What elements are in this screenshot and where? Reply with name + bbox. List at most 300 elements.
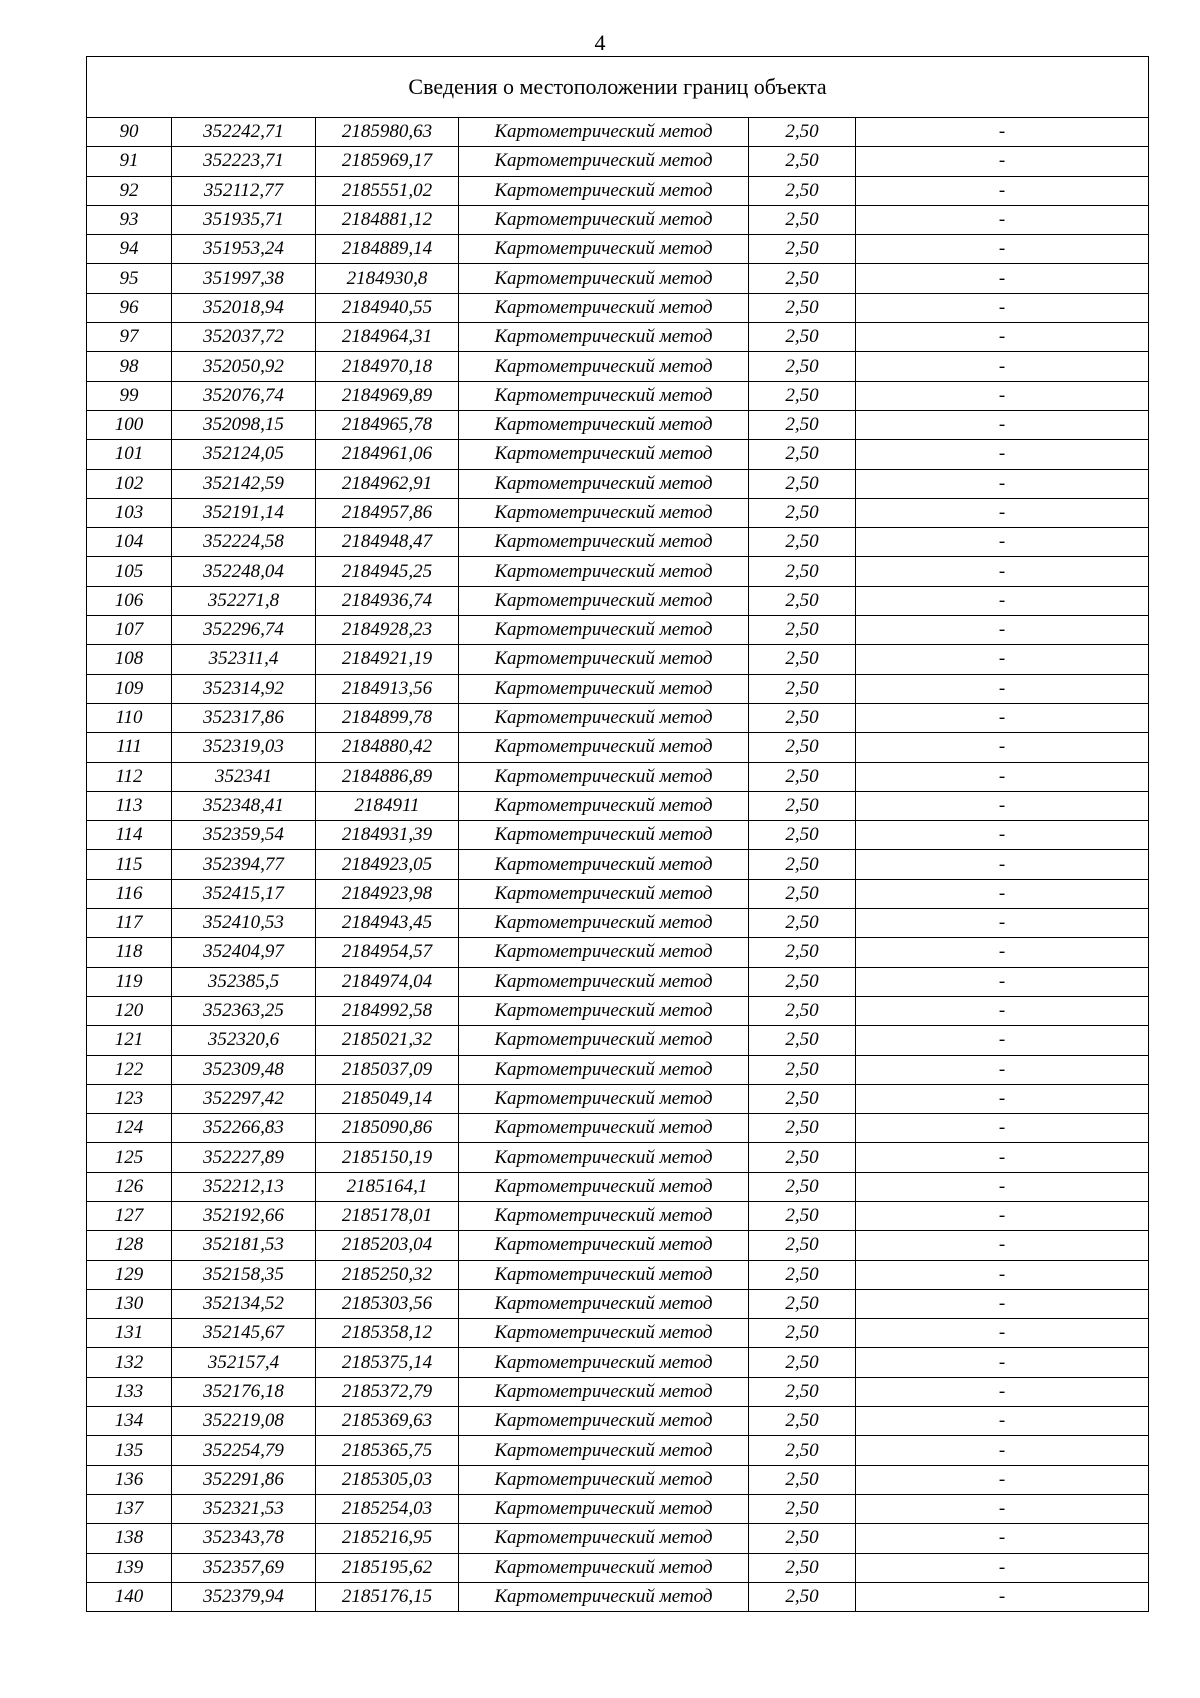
y-coordinate-cell: 2185037,09 (316, 1055, 459, 1084)
point-number-cell: 138 (87, 1524, 172, 1553)
point-number-cell: 140 (87, 1582, 172, 1611)
x-coordinate-cell: 352219,08 (172, 1407, 316, 1436)
accuracy-cell: 2,50 (749, 498, 856, 527)
point-number-cell: 128 (87, 1231, 172, 1260)
y-coordinate-cell: 2185303,56 (316, 1289, 459, 1318)
y-coordinate-cell: 2184992,58 (316, 996, 459, 1025)
accuracy-cell: 2,50 (749, 1553, 856, 1582)
accuracy-cell: 2,50 (749, 1436, 856, 1465)
accuracy-cell: 2,50 (749, 293, 856, 322)
x-coordinate-cell: 352018,94 (172, 293, 316, 322)
x-coordinate-cell: 352379,94 (172, 1582, 316, 1611)
point-number-cell: 99 (87, 381, 172, 410)
y-coordinate-cell: 2185372,79 (316, 1377, 459, 1406)
point-number-cell: 121 (87, 1026, 172, 1055)
accuracy-cell: 2,50 (749, 1201, 856, 1230)
y-coordinate-cell: 2185305,03 (316, 1465, 459, 1494)
point-number-cell: 109 (87, 674, 172, 703)
y-coordinate-cell: 2184969,89 (316, 381, 459, 410)
table-row (87, 879, 1149, 908)
x-coordinate-cell: 352321,53 (172, 1494, 316, 1523)
table-row (87, 205, 1149, 234)
y-coordinate-cell: 2184945,25 (316, 557, 459, 586)
accuracy-cell: 2,50 (749, 1143, 856, 1172)
description-cell: - (856, 791, 1149, 820)
accuracy-cell: 2,50 (749, 967, 856, 996)
method-cell: Картометрический метод (459, 147, 749, 176)
table-row (87, 821, 1149, 850)
accuracy-cell: 2,50 (749, 1494, 856, 1523)
method-cell: Картометрический метод (459, 469, 749, 498)
description-cell: - (856, 879, 1149, 908)
point-number-cell: 127 (87, 1201, 172, 1230)
method-cell: Картометрический метод (459, 557, 749, 586)
accuracy-cell: 2,50 (749, 1348, 856, 1377)
y-coordinate-cell: 2185365,75 (316, 1436, 459, 1465)
description-cell: - (856, 733, 1149, 762)
method-cell: Картометрический метод (459, 1407, 749, 1436)
method-cell: Картометрический метод (459, 909, 749, 938)
table-row (87, 1026, 1149, 1055)
table-row (87, 1465, 1149, 1494)
table-row (87, 1201, 1149, 1230)
y-coordinate-cell: 2184928,23 (316, 616, 459, 645)
x-coordinate-cell: 352124,05 (172, 440, 316, 469)
method-cell: Картометрический метод (459, 1524, 749, 1553)
table-row (87, 323, 1149, 352)
point-number-cell: 118 (87, 938, 172, 967)
description-cell: - (856, 381, 1149, 410)
y-coordinate-cell: 2184964,31 (316, 323, 459, 352)
accuracy-cell: 2,50 (749, 674, 856, 703)
point-number-cell: 119 (87, 967, 172, 996)
point-number-cell: 92 (87, 176, 172, 205)
accuracy-cell: 2,50 (749, 996, 856, 1025)
x-coordinate-cell: 352341 (172, 762, 316, 791)
method-cell: Картометрический метод (459, 1553, 749, 1582)
y-coordinate-cell: 2185150,19 (316, 1143, 459, 1172)
accuracy-cell: 2,50 (749, 1524, 856, 1553)
description-cell: - (856, 1407, 1149, 1436)
x-coordinate-cell: 352037,72 (172, 323, 316, 352)
y-coordinate-cell: 2184970,18 (316, 352, 459, 381)
y-coordinate-cell: 2185375,14 (316, 1348, 459, 1377)
document-sheet (86, 56, 1148, 1612)
y-coordinate-cell: 2185369,63 (316, 1407, 459, 1436)
description-cell: - (856, 205, 1149, 234)
table-row (87, 440, 1149, 469)
method-cell: Картометрический метод (459, 205, 749, 234)
method-cell: Картометрический метод (459, 1465, 749, 1494)
table-row (87, 1260, 1149, 1289)
table-row (87, 1319, 1149, 1348)
point-number-cell: 130 (87, 1289, 172, 1318)
method-cell: Картометрический метод (459, 1582, 749, 1611)
method-cell: Картометрический метод (459, 1201, 749, 1230)
y-coordinate-cell: 2184913,56 (316, 674, 459, 703)
x-coordinate-cell: 352227,89 (172, 1143, 316, 1172)
x-coordinate-cell: 352311,4 (172, 645, 316, 674)
accuracy-cell: 2,50 (749, 850, 856, 879)
description-cell: - (856, 323, 1149, 352)
x-coordinate-cell: 352359,54 (172, 821, 316, 850)
y-coordinate-cell: 2184923,05 (316, 850, 459, 879)
x-coordinate-cell: 351935,71 (172, 205, 316, 234)
x-coordinate-cell: 352050,92 (172, 352, 316, 381)
description-cell: - (856, 469, 1149, 498)
description-cell: - (856, 586, 1149, 615)
x-coordinate-cell: 352385,5 (172, 967, 316, 996)
description-cell: - (856, 616, 1149, 645)
accuracy-cell: 2,50 (749, 264, 856, 293)
point-number-cell: 107 (87, 616, 172, 645)
point-number-cell: 108 (87, 645, 172, 674)
method-cell: Картометрический метод (459, 703, 749, 732)
description-cell: - (856, 1260, 1149, 1289)
method-cell: Картометрический метод (459, 967, 749, 996)
x-coordinate-cell: 352297,42 (172, 1084, 316, 1113)
accuracy-cell: 2,50 (749, 703, 856, 732)
y-coordinate-cell: 2184940,55 (316, 293, 459, 322)
method-cell: Картометрический метод (459, 235, 749, 264)
point-number-cell: 97 (87, 323, 172, 352)
y-coordinate-cell: 2185254,03 (316, 1494, 459, 1523)
accuracy-cell: 2,50 (749, 909, 856, 938)
description-cell: - (856, 498, 1149, 527)
accuracy-cell: 2,50 (749, 469, 856, 498)
description-cell: - (856, 1114, 1149, 1143)
method-cell: Картометрический метод (459, 1231, 749, 1260)
accuracy-cell: 2,50 (749, 821, 856, 850)
point-number-cell: 134 (87, 1407, 172, 1436)
method-cell: Картометрический метод (459, 1026, 749, 1055)
method-cell: Картометрический метод (459, 1289, 749, 1318)
accuracy-cell: 2,50 (749, 528, 856, 557)
point-number-cell: 98 (87, 352, 172, 381)
y-coordinate-cell: 2185090,86 (316, 1114, 459, 1143)
accuracy-cell: 2,50 (749, 440, 856, 469)
description-cell: - (856, 440, 1149, 469)
description-cell: - (856, 762, 1149, 791)
point-number-cell: 125 (87, 1143, 172, 1172)
x-coordinate-cell: 352357,69 (172, 1553, 316, 1582)
accuracy-cell: 2,50 (749, 381, 856, 410)
x-coordinate-cell: 352319,03 (172, 733, 316, 762)
description-cell: - (856, 1201, 1149, 1230)
method-cell: Картометрический метод (459, 176, 749, 205)
point-number-cell: 101 (87, 440, 172, 469)
y-coordinate-cell: 2185176,15 (316, 1582, 459, 1611)
page-number: 4 (594, 30, 606, 55)
point-number-cell: 132 (87, 1348, 172, 1377)
method-cell: Картометрический метод (459, 674, 749, 703)
table-header-row (87, 57, 1149, 118)
accuracy-cell: 2,50 (749, 1172, 856, 1201)
y-coordinate-cell: 2185216,95 (316, 1524, 459, 1553)
description-cell: - (856, 703, 1149, 732)
table-row (87, 264, 1149, 293)
method-cell: Картометрический метод (459, 323, 749, 352)
accuracy-cell: 2,50 (749, 879, 856, 908)
y-coordinate-cell: 2184923,98 (316, 879, 459, 908)
x-coordinate-cell: 352158,35 (172, 1260, 316, 1289)
table-row (87, 996, 1149, 1025)
table-row (87, 1553, 1149, 1582)
table-row (87, 293, 1149, 322)
description-cell: - (856, 1348, 1149, 1377)
method-cell: Картометрический метод (459, 381, 749, 410)
table-row (87, 1084, 1149, 1113)
x-coordinate-cell: 352394,77 (172, 850, 316, 879)
point-number-cell: 113 (87, 791, 172, 820)
description-cell: - (856, 1319, 1149, 1348)
description-cell: - (856, 557, 1149, 586)
table-row (87, 1055, 1149, 1084)
point-number-cell: 126 (87, 1172, 172, 1201)
table-row (87, 1582, 1149, 1611)
point-number-cell: 94 (87, 235, 172, 264)
point-number-cell: 95 (87, 264, 172, 293)
table-row (87, 1377, 1149, 1406)
table-row (87, 469, 1149, 498)
y-coordinate-cell: 2185049,14 (316, 1084, 459, 1113)
point-number-cell: 120 (87, 996, 172, 1025)
x-coordinate-cell: 352363,25 (172, 996, 316, 1025)
accuracy-cell: 2,50 (749, 1582, 856, 1611)
accuracy-cell: 2,50 (749, 176, 856, 205)
accuracy-cell: 2,50 (749, 733, 856, 762)
accuracy-cell: 2,50 (749, 1026, 856, 1055)
accuracy-cell: 2,50 (749, 1231, 856, 1260)
description-cell: - (856, 1143, 1149, 1172)
point-number-cell: 103 (87, 498, 172, 527)
description-cell: - (856, 967, 1149, 996)
table-title: Сведения о местоположении границ объекта (87, 57, 1149, 118)
point-number-cell: 135 (87, 1436, 172, 1465)
x-coordinate-cell: 352242,71 (172, 118, 316, 147)
method-cell: Картометрический метод (459, 1114, 749, 1143)
description-cell: - (856, 1436, 1149, 1465)
table-row (87, 498, 1149, 527)
y-coordinate-cell: 2185969,17 (316, 147, 459, 176)
x-coordinate-cell: 352098,15 (172, 410, 316, 439)
x-coordinate-cell: 352181,53 (172, 1231, 316, 1260)
method-cell: Картометрический метод (459, 440, 749, 469)
y-coordinate-cell: 2184962,91 (316, 469, 459, 498)
accuracy-cell: 2,50 (749, 938, 856, 967)
point-number-cell: 106 (87, 586, 172, 615)
description-cell: - (856, 1084, 1149, 1113)
table-row (87, 235, 1149, 264)
x-coordinate-cell: 352142,59 (172, 469, 316, 498)
y-coordinate-cell: 2184886,89 (316, 762, 459, 791)
x-coordinate-cell: 352404,97 (172, 938, 316, 967)
description-cell: - (856, 1172, 1149, 1201)
point-number-cell: 116 (87, 879, 172, 908)
y-coordinate-cell: 2184965,78 (316, 410, 459, 439)
table-row (87, 352, 1149, 381)
x-coordinate-cell: 352176,18 (172, 1377, 316, 1406)
y-coordinate-cell: 2185358,12 (316, 1319, 459, 1348)
point-number-cell: 100 (87, 410, 172, 439)
x-coordinate-cell: 352224,58 (172, 528, 316, 557)
point-number-cell: 104 (87, 528, 172, 557)
y-coordinate-cell: 2184921,19 (316, 645, 459, 674)
y-coordinate-cell: 2184943,45 (316, 909, 459, 938)
description-cell: - (856, 645, 1149, 674)
table-row (87, 1494, 1149, 1523)
x-coordinate-cell: 352157,4 (172, 1348, 316, 1377)
point-number-cell: 110 (87, 703, 172, 732)
method-cell: Картометрический метод (459, 1143, 749, 1172)
x-coordinate-cell: 352192,66 (172, 1201, 316, 1230)
x-coordinate-cell: 352112,77 (172, 176, 316, 205)
accuracy-cell: 2,50 (749, 645, 856, 674)
y-coordinate-cell: 2184911 (316, 791, 459, 820)
x-coordinate-cell: 352212,13 (172, 1172, 316, 1201)
table-row (87, 1524, 1149, 1553)
x-coordinate-cell: 352343,78 (172, 1524, 316, 1553)
method-cell: Картометрический метод (459, 938, 749, 967)
method-cell: Картометрический метод (459, 733, 749, 762)
y-coordinate-cell: 2184961,06 (316, 440, 459, 469)
x-coordinate-cell: 352415,17 (172, 879, 316, 908)
y-coordinate-cell: 2185195,62 (316, 1553, 459, 1582)
table-body (87, 118, 1149, 1612)
description-cell: - (856, 1026, 1149, 1055)
table-row (87, 176, 1149, 205)
method-cell: Картометрический метод (459, 118, 749, 147)
accuracy-cell: 2,50 (749, 1377, 856, 1406)
table-row (87, 703, 1149, 732)
accuracy-cell: 2,50 (749, 1084, 856, 1113)
description-cell: - (856, 235, 1149, 264)
point-number-cell: 105 (87, 557, 172, 586)
y-coordinate-cell: 2185551,02 (316, 176, 459, 205)
x-coordinate-cell: 352134,52 (172, 1289, 316, 1318)
x-coordinate-cell: 352254,79 (172, 1436, 316, 1465)
x-coordinate-cell: 352145,67 (172, 1319, 316, 1348)
table-row (87, 645, 1149, 674)
method-cell: Картометрический метод (459, 498, 749, 527)
table-row (87, 557, 1149, 586)
x-coordinate-cell: 351953,24 (172, 235, 316, 264)
y-coordinate-cell: 2184889,14 (316, 235, 459, 264)
accuracy-cell: 2,50 (749, 791, 856, 820)
accuracy-cell: 2,50 (749, 762, 856, 791)
table-row (87, 909, 1149, 938)
point-number-cell: 117 (87, 909, 172, 938)
table-row (87, 1172, 1149, 1201)
method-cell: Картометрический метод (459, 616, 749, 645)
table-row (87, 1114, 1149, 1143)
point-number-cell: 137 (87, 1494, 172, 1523)
table-row (87, 1289, 1149, 1318)
table-row (87, 118, 1149, 147)
x-coordinate-cell: 352266,83 (172, 1114, 316, 1143)
boundary-table (86, 56, 1149, 1612)
accuracy-cell: 2,50 (749, 1260, 856, 1289)
x-coordinate-cell: 352248,04 (172, 557, 316, 586)
point-number-cell: 122 (87, 1055, 172, 1084)
x-coordinate-cell: 352320,6 (172, 1026, 316, 1055)
accuracy-cell: 2,50 (749, 557, 856, 586)
point-number-cell: 136 (87, 1465, 172, 1494)
y-coordinate-cell: 2184881,12 (316, 205, 459, 234)
x-coordinate-cell: 352314,92 (172, 674, 316, 703)
point-number-cell: 114 (87, 821, 172, 850)
y-coordinate-cell: 2184931,39 (316, 821, 459, 850)
description-cell: - (856, 147, 1149, 176)
table-row (87, 1348, 1149, 1377)
point-number-cell: 93 (87, 205, 172, 234)
point-number-cell: 129 (87, 1260, 172, 1289)
description-cell: - (856, 1289, 1149, 1318)
method-cell: Картометрический метод (459, 293, 749, 322)
accuracy-cell: 2,50 (749, 147, 856, 176)
table-row (87, 616, 1149, 645)
method-cell: Картометрический метод (459, 791, 749, 820)
accuracy-cell: 2,50 (749, 1319, 856, 1348)
description-cell: - (856, 1494, 1149, 1523)
accuracy-cell: 2,50 (749, 235, 856, 264)
y-coordinate-cell: 2184899,78 (316, 703, 459, 732)
table-row (87, 381, 1149, 410)
method-cell: Картометрический метод (459, 1348, 749, 1377)
description-cell: - (856, 821, 1149, 850)
x-coordinate-cell: 352309,48 (172, 1055, 316, 1084)
x-coordinate-cell: 352076,74 (172, 381, 316, 410)
description-cell: - (856, 293, 1149, 322)
table-row (87, 586, 1149, 615)
y-coordinate-cell: 2185164,1 (316, 1172, 459, 1201)
accuracy-cell: 2,50 (749, 1407, 856, 1436)
accuracy-cell: 2,50 (749, 1465, 856, 1494)
point-number-cell: 91 (87, 147, 172, 176)
description-cell: - (856, 176, 1149, 205)
y-coordinate-cell: 2184880,42 (316, 733, 459, 762)
point-number-cell: 124 (87, 1114, 172, 1143)
description-cell: - (856, 528, 1149, 557)
point-number-cell: 102 (87, 469, 172, 498)
x-coordinate-cell: 352223,71 (172, 147, 316, 176)
x-coordinate-cell: 352348,41 (172, 791, 316, 820)
method-cell: Картометрический метод (459, 528, 749, 557)
x-coordinate-cell: 352271,8 (172, 586, 316, 615)
x-coordinate-cell: 352191,14 (172, 498, 316, 527)
description-cell: - (856, 410, 1149, 439)
point-number-cell: 131 (87, 1319, 172, 1348)
accuracy-cell: 2,50 (749, 1055, 856, 1084)
description-cell: - (856, 1055, 1149, 1084)
accuracy-cell: 2,50 (749, 1289, 856, 1318)
method-cell: Картометрический метод (459, 645, 749, 674)
description-cell: - (856, 938, 1149, 967)
y-coordinate-cell: 2184936,74 (316, 586, 459, 615)
accuracy-cell: 2,50 (749, 410, 856, 439)
y-coordinate-cell: 2184974,04 (316, 967, 459, 996)
method-cell: Картометрический метод (459, 1319, 749, 1348)
table-row (87, 410, 1149, 439)
method-cell: Картометрический метод (459, 1494, 749, 1523)
method-cell: Картометрический метод (459, 352, 749, 381)
point-number-cell: 139 (87, 1553, 172, 1582)
table-row (87, 967, 1149, 996)
description-cell: - (856, 674, 1149, 703)
y-coordinate-cell: 2185250,32 (316, 1260, 459, 1289)
method-cell: Картометрический метод (459, 264, 749, 293)
point-number-cell: 112 (87, 762, 172, 791)
